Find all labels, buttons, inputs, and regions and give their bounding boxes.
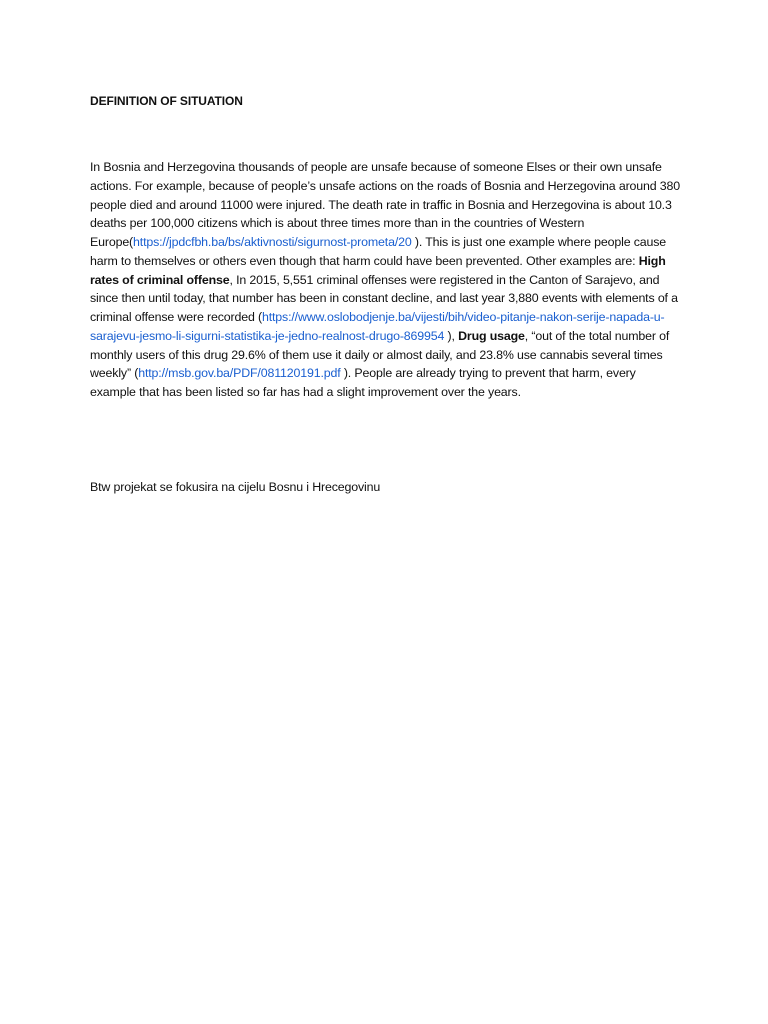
link-jpdcfbh[interactable]: https://jpdcfbh.ba/bs/aktivnosti/sigurnost-prometa/20 xyxy=(133,235,412,249)
paragraph-text-2: ). This is just one example where people cause harm to themselves or others even though that harm could have been prevented. Other examples are: xyxy=(90,235,667,268)
paragraph-text-5: , “out of the total number of monthly users of this drug 29.6% of them use it daily or almost daily, and 23.8% use cannabis several times weekly” ( xyxy=(90,328,670,381)
paragraph-text-3: , In 2015, 5,551 criminal offenses were registered in the Canton of Sarajevo, and since then until today, that number has been in constant decline, and last year 3,880 events with elements of a criminal offense were recorded ( xyxy=(90,272,678,324)
link-msb[interactable]: http://msb.gov.ba/PDF/081120191.pdf xyxy=(138,366,341,381)
bold-criminal-offense: High rates of criminal offense xyxy=(90,253,666,287)
body-paragraph xyxy=(90,158,682,402)
paragraph-text-1: In Bosnia and Herzegovina thousands of people are unsafe because of someone Elses or their own unsafe actions. For example, because of people’s unsafe actions on the roads of Bosnia and Herzegovina around 380 people died and around 11000 were injured. The death rate in traffic in Bosnia and Herzegovina is about 10.3 deaths per 100,000 citizens which is about three times more than in the countries of Western Europe( xyxy=(90,160,681,249)
document-heading: DEFINITION OF SITUATION xyxy=(90,94,243,108)
paragraph-text-6: ). People are already trying to prevent that harm, every example that has been listed so far has had a slight improvement over the years. xyxy=(90,366,636,399)
bold-drug-usage: Drug usage xyxy=(458,328,525,343)
paragraph-text-4: ), xyxy=(444,328,459,343)
note-text: Btw projekat se fokusira na cijelu Bosnu i Hrecegovinu xyxy=(90,480,381,494)
link-oslobodjenje[interactable]: https://www.oslobodjenje.ba/vijesti/bih/video-pitanje-nakon-serije-napada-u-sarajevu-jesmo-li-sigurni-statistika-je-jedno-realnost-drugo-869954 xyxy=(90,310,665,343)
